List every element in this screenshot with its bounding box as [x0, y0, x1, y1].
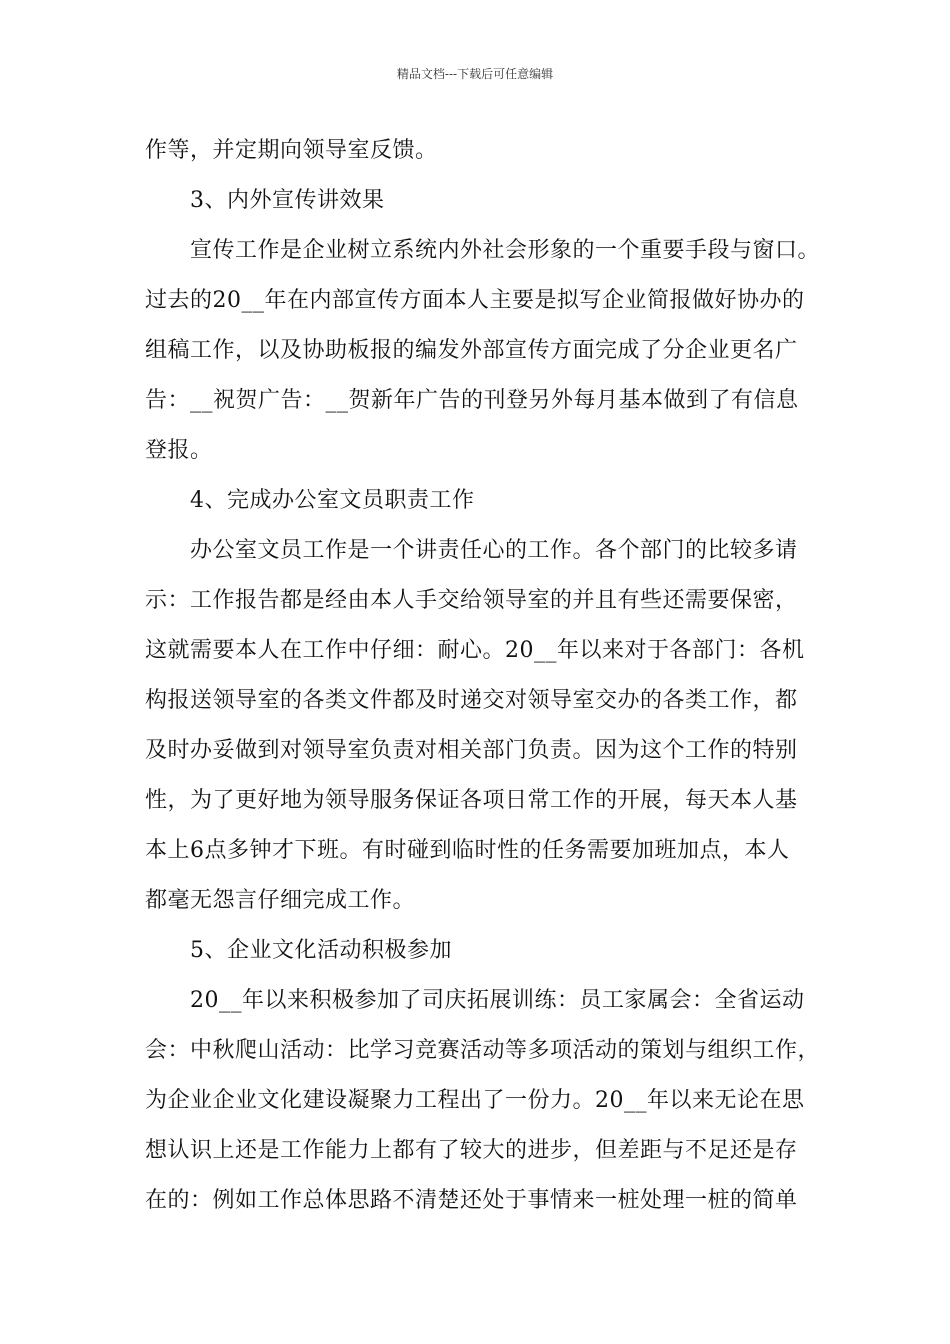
paragraph-first-line: 20__年以来积极参加了司庆拓展训练：员工家属会：全省运动 — [190, 988, 805, 1013]
text-line: 本上6点多钟才下班。有时碰到临时性的任务需要加班加点，本人 — [145, 838, 790, 863]
text-line: 作等，并定期向领导室反馈。 — [145, 138, 438, 163]
section-heading: 4、完成办公室文员职责工作 — [190, 488, 475, 513]
text-line: 登报。 — [145, 438, 213, 463]
text-line: 告：__祝贺广告：__贺新年广告的刊登另外每月基本做到了有信息 — [145, 388, 799, 413]
text-line: 在的：例如工作总体思路不清楚还处于事情来一桩处理一桩的简单 — [145, 1188, 798, 1213]
document-body — [145, 126, 821, 1226]
page-header: 精品文档---下载后可任意编辑 — [396, 67, 554, 81]
text-line: 性，为了更好地为领导服务保证各项日常工作的开展，每天本人基 — [145, 788, 798, 813]
text-line: 构报送领导室的各类文件都及时递交对领导室交办的各类工作，都 — [145, 688, 798, 713]
text-line: 都毫无怨言仔细完成工作。 — [145, 888, 416, 913]
text-line: 过去的20__年在内部宣传方面本人主要是拟写企业简报做好协办的 — [145, 288, 805, 313]
paragraph-first-line: 宣传工作是企业树立系统内外社会形象的一个重要手段与窗口。 — [190, 238, 821, 263]
text-line: 想认识上还是工作能力上都有了较大的进步，但差距与不足还是存 — [145, 1138, 798, 1163]
text-line: 这就需要本人在工作中仔细：耐心。20__年以来对于各部门：各机 — [145, 638, 805, 663]
section-heading: 3、内外宣传讲效果 — [190, 188, 385, 213]
text-line: 为企业企业文化建设凝聚力工程出了一份力。20__年以来无论在思 — [145, 1088, 805, 1113]
paragraph-first-line: 办公室文员工作是一个讲责任心的工作。各个部门的比较多请 — [190, 538, 798, 563]
text-line: 会：中秋爬山活动：比学习竞赛活动等多项活动的策划与组织工作， — [145, 1038, 821, 1063]
text-line: 组稿工作，以及协助板报的编发外部宣传方面完成了分企业更名广 — [145, 338, 798, 363]
text-line: 及时办妥做到对领导室负责对相关部门负责。因为这个工作的特别 — [145, 738, 798, 763]
section-heading: 5、企业文化活动积极参加 — [190, 938, 452, 963]
text-line: 示：工作报告都是经由本人手交给领导室的并且有些还需要保密， — [145, 588, 798, 613]
